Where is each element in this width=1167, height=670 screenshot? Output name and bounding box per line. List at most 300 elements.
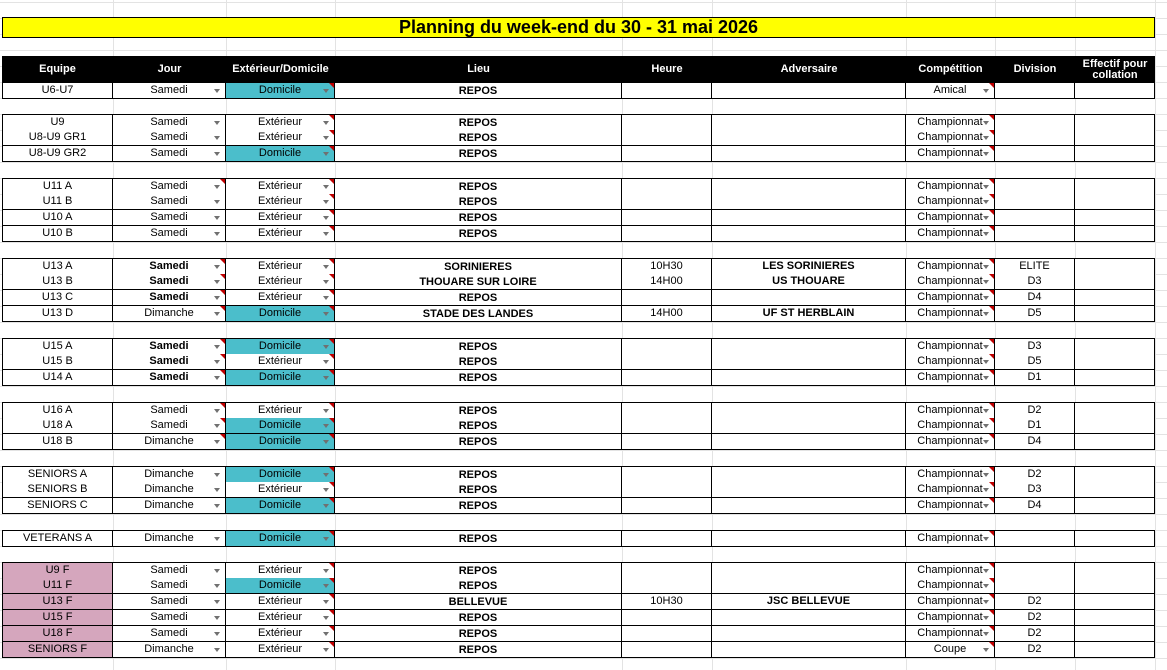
division-cell[interactable] (995, 258, 1075, 275)
dropdown-arrow-icon[interactable] (983, 632, 989, 636)
effectif-cell[interactable] (1075, 130, 1155, 146)
jour-dropdown[interactable] (113, 290, 226, 306)
dropdown-arrow-icon[interactable] (983, 136, 989, 140)
adversaire-cell[interactable] (712, 530, 906, 547)
lieu-cell[interactable] (335, 210, 622, 226)
jour-dropdown[interactable] (113, 82, 226, 99)
jour-dropdown[interactable] (113, 354, 226, 370)
effectif-cell[interactable] (1075, 530, 1155, 547)
equipe-cell[interactable] (2, 610, 113, 626)
dropdown-arrow-icon[interactable] (323, 312, 329, 316)
lieu-cell[interactable] (335, 338, 622, 355)
header-competition[interactable]: Compétition (918, 63, 983, 75)
competition-dropdown[interactable] (906, 178, 995, 195)
jour-dropdown[interactable] (113, 434, 226, 450)
dropdown-arrow-icon[interactable] (323, 648, 329, 652)
dropdown-arrow-icon[interactable] (983, 537, 989, 541)
dropdown-arrow-icon[interactable] (214, 152, 220, 156)
dropdown-arrow-icon[interactable] (983, 121, 989, 125)
adversaire-cell[interactable] (712, 434, 906, 450)
dropdown-arrow-icon[interactable] (214, 312, 220, 316)
heure-cell[interactable] (622, 434, 712, 450)
heure-cell[interactable] (622, 194, 712, 210)
jour-dropdown[interactable] (113, 306, 226, 322)
equipe-cell[interactable] (2, 434, 113, 450)
dropdown-arrow-icon[interactable] (323, 152, 329, 156)
dropdown-arrow-icon[interactable] (983, 89, 989, 93)
header-adversaire[interactable]: Adversaire (780, 63, 838, 75)
equipe-cell[interactable] (2, 114, 113, 131)
equipe-cell[interactable] (2, 466, 113, 483)
heure-cell[interactable] (622, 466, 712, 483)
division-cell[interactable] (995, 370, 1075, 386)
lieu-cell[interactable] (335, 418, 622, 434)
dropdown-arrow-icon[interactable] (983, 376, 989, 380)
heure-cell[interactable] (622, 210, 712, 226)
dropdown-arrow-icon[interactable] (323, 440, 329, 444)
adversaire-cell[interactable] (712, 114, 906, 131)
competition-dropdown[interactable] (906, 418, 995, 434)
division-cell[interactable] (995, 562, 1075, 579)
lieu-cell[interactable] (335, 258, 622, 275)
division-cell[interactable] (995, 418, 1075, 434)
exterieur-domicile-dropdown[interactable] (226, 130, 335, 146)
jour-dropdown[interactable] (113, 466, 226, 483)
competition-dropdown[interactable] (906, 482, 995, 498)
adversaire-cell[interactable] (712, 130, 906, 146)
competition-dropdown[interactable] (906, 306, 995, 322)
adversaire-cell[interactable] (712, 210, 906, 226)
heure-cell[interactable] (622, 642, 712, 658)
dropdown-arrow-icon[interactable] (983, 360, 989, 364)
lieu-cell[interactable] (335, 594, 622, 610)
exterieur-domicile-dropdown[interactable] (226, 290, 335, 306)
jour-dropdown[interactable] (113, 530, 226, 547)
lieu-cell[interactable] (335, 306, 622, 322)
effectif-cell[interactable] (1075, 114, 1155, 131)
dropdown-arrow-icon[interactable] (214, 121, 220, 125)
adversaire-cell[interactable] (712, 274, 906, 290)
lieu-cell[interactable] (335, 626, 622, 642)
exterieur-domicile-dropdown[interactable] (226, 178, 335, 195)
adversaire-cell[interactable] (712, 578, 906, 594)
division-cell[interactable] (995, 306, 1075, 322)
equipe-cell[interactable] (2, 530, 113, 547)
equipe-cell[interactable] (2, 274, 113, 290)
heure-cell[interactable] (622, 290, 712, 306)
jour-dropdown[interactable] (113, 130, 226, 146)
lieu-cell[interactable] (335, 482, 622, 498)
division-cell[interactable] (995, 226, 1075, 242)
dropdown-arrow-icon[interactable] (323, 216, 329, 220)
lieu-cell[interactable] (335, 82, 622, 99)
lieu-cell[interactable] (335, 402, 622, 419)
heure-cell[interactable] (622, 610, 712, 626)
division-cell[interactable] (995, 130, 1075, 146)
dropdown-arrow-icon[interactable] (983, 312, 989, 316)
jour-dropdown[interactable] (113, 274, 226, 290)
adversaire-cell[interactable] (712, 498, 906, 514)
dropdown-arrow-icon[interactable] (214, 136, 220, 140)
dropdown-arrow-icon[interactable] (983, 569, 989, 573)
jour-dropdown[interactable] (113, 610, 226, 626)
title-bar[interactable] (2, 17, 1155, 38)
dropdown-arrow-icon[interactable] (214, 376, 220, 380)
competition-dropdown[interactable] (906, 642, 995, 658)
dropdown-arrow-icon[interactable] (983, 296, 989, 300)
competition-dropdown[interactable] (906, 498, 995, 514)
heure-cell[interactable] (622, 418, 712, 434)
dropdown-arrow-icon[interactable] (214, 537, 220, 541)
competition-dropdown[interactable] (906, 434, 995, 450)
effectif-cell[interactable] (1075, 610, 1155, 626)
dropdown-arrow-icon[interactable] (323, 376, 329, 380)
equipe-cell[interactable] (2, 594, 113, 610)
dropdown-arrow-icon[interactable] (323, 473, 329, 477)
exterieur-domicile-dropdown[interactable] (226, 354, 335, 370)
equipe-cell[interactable] (2, 562, 113, 579)
heure-cell[interactable] (622, 578, 712, 594)
lieu-cell[interactable] (335, 434, 622, 450)
exterieur-domicile-dropdown[interactable] (226, 642, 335, 658)
header-division[interactable]: Division (1013, 63, 1057, 75)
effectif-cell[interactable] (1075, 482, 1155, 498)
dropdown-arrow-icon[interactable] (214, 185, 220, 189)
adversaire-cell[interactable] (712, 146, 906, 162)
effectif-cell[interactable] (1075, 370, 1155, 386)
exterieur-domicile-dropdown[interactable] (226, 402, 335, 419)
heure-cell[interactable] (622, 82, 712, 99)
effectif-cell[interactable] (1075, 146, 1155, 162)
dropdown-arrow-icon[interactable] (323, 121, 329, 125)
effectif-cell[interactable] (1075, 178, 1155, 195)
effectif-cell[interactable] (1075, 434, 1155, 450)
dropdown-arrow-icon[interactable] (323, 280, 329, 284)
competition-dropdown[interactable] (906, 258, 995, 275)
division-cell[interactable] (995, 626, 1075, 642)
jour-dropdown[interactable] (113, 642, 226, 658)
effectif-cell[interactable] (1075, 402, 1155, 419)
exterieur-domicile-dropdown[interactable] (226, 626, 335, 642)
equipe-cell[interactable] (2, 578, 113, 594)
dropdown-arrow-icon[interactable] (323, 569, 329, 573)
heure-cell[interactable] (622, 114, 712, 131)
adversaire-cell[interactable] (712, 290, 906, 306)
adversaire-cell[interactable] (712, 482, 906, 498)
heure-cell[interactable] (622, 258, 712, 275)
header-effectif[interactable]: Effectif pour collation (1082, 57, 1148, 81)
division-cell[interactable] (995, 482, 1075, 498)
division-cell[interactable] (995, 354, 1075, 370)
heure-cell[interactable] (622, 306, 712, 322)
division-cell[interactable] (995, 642, 1075, 658)
exterieur-domicile-dropdown[interactable] (226, 306, 335, 322)
dropdown-arrow-icon[interactable] (214, 473, 220, 477)
jour-dropdown[interactable] (113, 258, 226, 275)
heure-cell[interactable] (622, 530, 712, 547)
dropdown-arrow-icon[interactable] (323, 360, 329, 364)
lieu-cell[interactable] (335, 146, 622, 162)
header-jour[interactable]: Jour (157, 63, 182, 75)
dropdown-arrow-icon[interactable] (983, 424, 989, 428)
effectif-cell[interactable] (1075, 354, 1155, 370)
dropdown-arrow-icon[interactable] (323, 200, 329, 204)
adversaire-cell[interactable] (712, 82, 906, 99)
equipe-cell[interactable] (2, 354, 113, 370)
exterieur-domicile-dropdown[interactable] (226, 338, 335, 355)
lieu-cell[interactable] (335, 610, 622, 626)
heure-cell[interactable] (622, 402, 712, 419)
effectif-cell[interactable] (1075, 274, 1155, 290)
effectif-cell[interactable] (1075, 594, 1155, 610)
competition-dropdown[interactable] (906, 290, 995, 306)
adversaire-cell[interactable] (712, 562, 906, 579)
competition-dropdown[interactable] (906, 130, 995, 146)
adversaire-cell[interactable] (712, 338, 906, 355)
exterieur-domicile-dropdown[interactable] (226, 562, 335, 579)
adversaire-cell[interactable] (712, 626, 906, 642)
dropdown-arrow-icon[interactable] (214, 280, 220, 284)
competition-dropdown[interactable] (906, 146, 995, 162)
competition-dropdown[interactable] (906, 354, 995, 370)
adversaire-cell[interactable] (712, 306, 906, 322)
dropdown-arrow-icon[interactable] (214, 409, 220, 413)
header-lieu[interactable]: Lieu (467, 63, 490, 75)
dropdown-arrow-icon[interactable] (983, 345, 989, 349)
equipe-cell[interactable] (2, 626, 113, 642)
heure-cell[interactable] (622, 370, 712, 386)
lieu-cell[interactable] (335, 290, 622, 306)
dropdown-arrow-icon[interactable] (214, 345, 220, 349)
adversaire-cell[interactable] (712, 370, 906, 386)
dropdown-arrow-icon[interactable] (214, 200, 220, 204)
division-cell[interactable] (995, 274, 1075, 290)
dropdown-arrow-icon[interactable] (214, 440, 220, 444)
division-cell[interactable] (995, 610, 1075, 626)
equipe-cell[interactable] (2, 418, 113, 434)
adversaire-cell[interactable] (712, 610, 906, 626)
exterieur-domicile-dropdown[interactable] (226, 594, 335, 610)
competition-dropdown[interactable] (906, 626, 995, 642)
heure-cell[interactable] (622, 130, 712, 146)
header-exterieur-domicile[interactable]: Extérieur/Domicile (232, 63, 329, 75)
dropdown-arrow-icon[interactable] (323, 265, 329, 269)
header-heure[interactable]: Heure (651, 63, 683, 75)
effectif-cell[interactable] (1075, 626, 1155, 642)
equipe-cell[interactable] (2, 146, 113, 162)
dropdown-arrow-icon[interactable] (983, 488, 989, 492)
dropdown-arrow-icon[interactable] (983, 185, 989, 189)
header-equipe[interactable]: Equipe (39, 63, 76, 75)
jour-dropdown[interactable] (113, 114, 226, 131)
dropdown-arrow-icon[interactable] (323, 537, 329, 541)
equipe-cell[interactable] (2, 306, 113, 322)
adversaire-cell[interactable] (712, 466, 906, 483)
jour-dropdown[interactable] (113, 562, 226, 579)
adversaire-cell[interactable] (712, 258, 906, 275)
exterieur-domicile-dropdown[interactable] (226, 274, 335, 290)
competition-dropdown[interactable] (906, 82, 995, 99)
dropdown-arrow-icon[interactable] (323, 136, 329, 140)
heure-cell[interactable] (622, 482, 712, 498)
jour-dropdown[interactable] (113, 594, 226, 610)
competition-dropdown[interactable] (906, 578, 995, 594)
dropdown-arrow-icon[interactable] (214, 648, 220, 652)
dropdown-arrow-icon[interactable] (214, 296, 220, 300)
competition-dropdown[interactable] (906, 402, 995, 419)
division-cell[interactable] (995, 338, 1075, 355)
lieu-cell[interactable] (335, 562, 622, 579)
adversaire-cell[interactable] (712, 642, 906, 658)
division-cell[interactable] (995, 498, 1075, 514)
exterieur-domicile-dropdown[interactable] (226, 226, 335, 242)
exterieur-domicile-dropdown[interactable] (226, 258, 335, 275)
division-cell[interactable] (995, 578, 1075, 594)
competition-dropdown[interactable] (906, 114, 995, 131)
exterieur-domicile-dropdown[interactable] (226, 146, 335, 162)
equipe-cell[interactable] (2, 194, 113, 210)
lieu-cell[interactable] (335, 530, 622, 547)
equipe-cell[interactable] (2, 338, 113, 355)
dropdown-arrow-icon[interactable] (214, 616, 220, 620)
equipe-cell[interactable] (2, 498, 113, 514)
heure-cell[interactable] (622, 562, 712, 579)
competition-dropdown[interactable] (906, 594, 995, 610)
adversaire-cell[interactable] (712, 418, 906, 434)
lieu-cell[interactable] (335, 354, 622, 370)
lieu-cell[interactable] (335, 578, 622, 594)
dropdown-arrow-icon[interactable] (214, 632, 220, 636)
lieu-cell[interactable] (335, 498, 622, 514)
exterieur-domicile-dropdown[interactable] (226, 114, 335, 131)
competition-dropdown[interactable] (906, 274, 995, 290)
division-cell[interactable] (995, 402, 1075, 419)
heure-cell[interactable] (622, 146, 712, 162)
jour-dropdown[interactable] (113, 194, 226, 210)
division-cell[interactable] (995, 178, 1075, 195)
division-cell[interactable] (995, 290, 1075, 306)
dropdown-arrow-icon[interactable] (983, 409, 989, 413)
competition-dropdown[interactable] (906, 562, 995, 579)
jour-dropdown[interactable] (113, 482, 226, 498)
dropdown-arrow-icon[interactable] (983, 232, 989, 236)
heure-cell[interactable] (622, 338, 712, 355)
effectif-cell[interactable] (1075, 290, 1155, 306)
lieu-cell[interactable] (335, 226, 622, 242)
division-cell[interactable] (995, 434, 1075, 450)
effectif-cell[interactable] (1075, 210, 1155, 226)
adversaire-cell[interactable] (712, 402, 906, 419)
equipe-cell[interactable] (2, 642, 113, 658)
jour-dropdown[interactable] (113, 338, 226, 355)
dropdown-arrow-icon[interactable] (214, 600, 220, 604)
dropdown-arrow-icon[interactable] (983, 648, 989, 652)
division-cell[interactable] (995, 194, 1075, 210)
jour-dropdown[interactable] (113, 226, 226, 242)
dropdown-arrow-icon[interactable] (214, 504, 220, 508)
adversaire-cell[interactable] (712, 354, 906, 370)
dropdown-arrow-icon[interactable] (983, 440, 989, 444)
jour-dropdown[interactable] (113, 146, 226, 162)
dropdown-arrow-icon[interactable] (983, 584, 989, 588)
equipe-cell[interactable] (2, 178, 113, 195)
effectif-cell[interactable] (1075, 578, 1155, 594)
dropdown-arrow-icon[interactable] (323, 232, 329, 236)
division-cell[interactable] (995, 530, 1075, 547)
jour-dropdown[interactable] (113, 418, 226, 434)
competition-dropdown[interactable] (906, 226, 995, 242)
dropdown-arrow-icon[interactable] (214, 569, 220, 573)
effectif-cell[interactable] (1075, 338, 1155, 355)
heure-cell[interactable] (622, 274, 712, 290)
dropdown-arrow-icon[interactable] (214, 488, 220, 492)
jour-dropdown[interactable] (113, 178, 226, 195)
adversaire-cell[interactable] (712, 594, 906, 610)
effectif-cell[interactable] (1075, 258, 1155, 275)
heure-cell[interactable] (622, 354, 712, 370)
heure-cell[interactable] (622, 594, 712, 610)
dropdown-arrow-icon[interactable] (323, 409, 329, 413)
exterieur-domicile-dropdown[interactable] (226, 466, 335, 483)
equipe-cell[interactable] (2, 82, 113, 99)
adversaire-cell[interactable] (712, 194, 906, 210)
effectif-cell[interactable] (1075, 466, 1155, 483)
division-cell[interactable] (995, 114, 1075, 131)
dropdown-arrow-icon[interactable] (983, 265, 989, 269)
adversaire-cell[interactable] (712, 226, 906, 242)
lieu-cell[interactable] (335, 274, 622, 290)
jour-dropdown[interactable] (113, 498, 226, 514)
exterieur-domicile-dropdown[interactable] (226, 418, 335, 434)
dropdown-arrow-icon[interactable] (214, 89, 220, 93)
competition-dropdown[interactable] (906, 194, 995, 210)
equipe-cell[interactable] (2, 290, 113, 306)
equipe-cell[interactable] (2, 370, 113, 386)
lieu-cell[interactable] (335, 370, 622, 386)
dropdown-arrow-icon[interactable] (323, 424, 329, 428)
dropdown-arrow-icon[interactable] (983, 280, 989, 284)
exterieur-domicile-dropdown[interactable] (226, 482, 335, 498)
dropdown-arrow-icon[interactable] (983, 616, 989, 620)
exterieur-domicile-dropdown[interactable] (226, 194, 335, 210)
dropdown-arrow-icon[interactable] (214, 584, 220, 588)
dropdown-arrow-icon[interactable] (323, 504, 329, 508)
lieu-cell[interactable] (335, 114, 622, 131)
jour-dropdown[interactable] (113, 210, 226, 226)
dropdown-arrow-icon[interactable] (983, 216, 989, 220)
jour-dropdown[interactable] (113, 578, 226, 594)
jour-dropdown[interactable] (113, 402, 226, 419)
dropdown-arrow-icon[interactable] (323, 296, 329, 300)
exterieur-domicile-dropdown[interactable] (226, 578, 335, 594)
effectif-cell[interactable] (1075, 498, 1155, 514)
dropdown-arrow-icon[interactable] (323, 488, 329, 492)
competition-dropdown[interactable] (906, 370, 995, 386)
equipe-cell[interactable] (2, 130, 113, 146)
effectif-cell[interactable] (1075, 306, 1155, 322)
dropdown-arrow-icon[interactable] (323, 584, 329, 588)
jour-dropdown[interactable] (113, 626, 226, 642)
division-cell[interactable] (995, 210, 1075, 226)
division-cell[interactable] (995, 146, 1075, 162)
dropdown-arrow-icon[interactable] (983, 200, 989, 204)
division-cell[interactable] (995, 466, 1075, 483)
exterieur-domicile-dropdown[interactable] (226, 530, 335, 547)
division-cell[interactable] (995, 82, 1075, 99)
effectif-cell[interactable] (1075, 82, 1155, 99)
lieu-cell[interactable] (335, 466, 622, 483)
dropdown-arrow-icon[interactable] (323, 600, 329, 604)
